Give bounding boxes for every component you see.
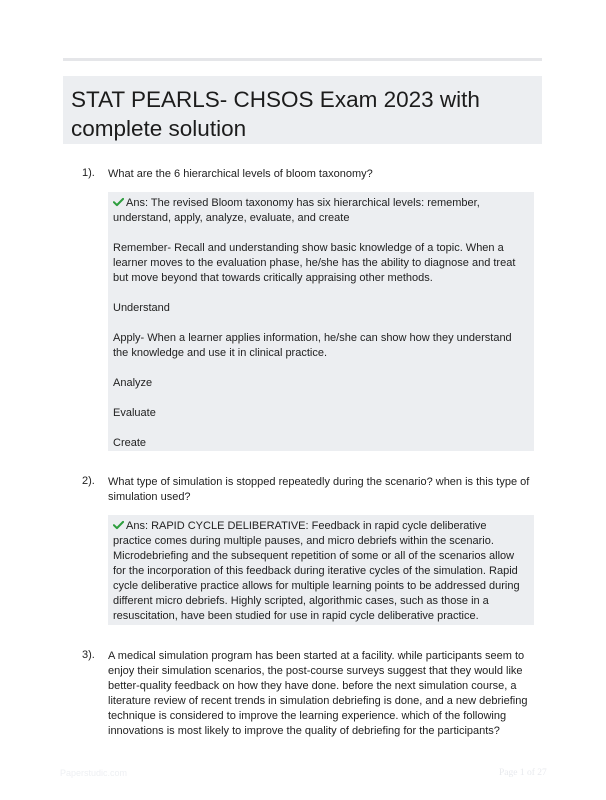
answer-paragraph: Apply- When a learner applies information, he/she can show how they understand the knowledge and use it in clinical practice.: [113, 332, 512, 359]
answer-box: [108, 515, 534, 625]
answer-paragraph: [113, 196, 528, 226]
answer-paragraph: Evaluate: [113, 407, 156, 419]
answer-text: Ans: The revised Bloom taxonomy has six hierarchical levels: remember, understand, apply, analyze, evaluate, and create: [113, 197, 480, 224]
question-text: A medical simulation program has been started at a facility. while participants seem to enjoy their simulation scenarios, the post-course surveys suggest that they would like better-quality feedback on how they have done. before the next simulation course, a literature review of recent trends in simulation debriefing is done, and a new debriefing technique is considered to improve the learning experience. which of the following innovations is most likely to improve the quality of debriefing for the participants?: [108, 650, 528, 737]
answer-paragraph: Understand: [113, 302, 170, 314]
question-number: 1).: [82, 167, 95, 179]
question-number: 3).: [82, 649, 95, 661]
answer-paragraph: [113, 519, 528, 624]
check-icon: [113, 520, 124, 530]
top-divider: [63, 58, 542, 61]
answer-paragraph: Remember- Recall and understanding show basic knowledge of a topic. When a learner moves to the evaluation phase, he/she has the ability to diagnose and treat but move beyond that towards critically appraising other methods.: [113, 242, 516, 284]
answer-box: [108, 192, 534, 451]
page-title: STAT PEARLS- CHSOS Exam 2023 with complete solution: [71, 87, 480, 141]
answer-paragraph: Create: [113, 437, 147, 449]
answer-paragraph: Analyze: [113, 377, 153, 389]
question-number: 2).: [82, 475, 95, 487]
check-icon: [113, 197, 124, 207]
footer-watermark: Paperstudic.com: [60, 768, 128, 778]
page-number: Page 1 of 27: [499, 768, 547, 778]
answer-text: Ans: RAPID CYCLE DELIBERATIVE: Feedback in rapid cycle deliberative practice comes during multiple pauses, and micro debriefs within the scenario. Microdebriefing and the subsequent repetition of some or all of the scenarios allow for the incorporation of this feedback during iterative cycles of the simulation. Rapid cycle deliberative practice allows for multiple learning points to be addressed during different micro debriefs. Highly scripted, algorithmic cases, such as those in a resuscitation, have been studied for use in rapid cycle deliberative practice.: [113, 520, 520, 622]
title-banner: [63, 76, 542, 144]
question-text: What are the 6 hierarchical levels of bloom taxonomy?: [108, 168, 373, 180]
question-text: What type of simulation is stopped repeatedly during the scenario? when is this type of simulation used?: [108, 476, 530, 503]
